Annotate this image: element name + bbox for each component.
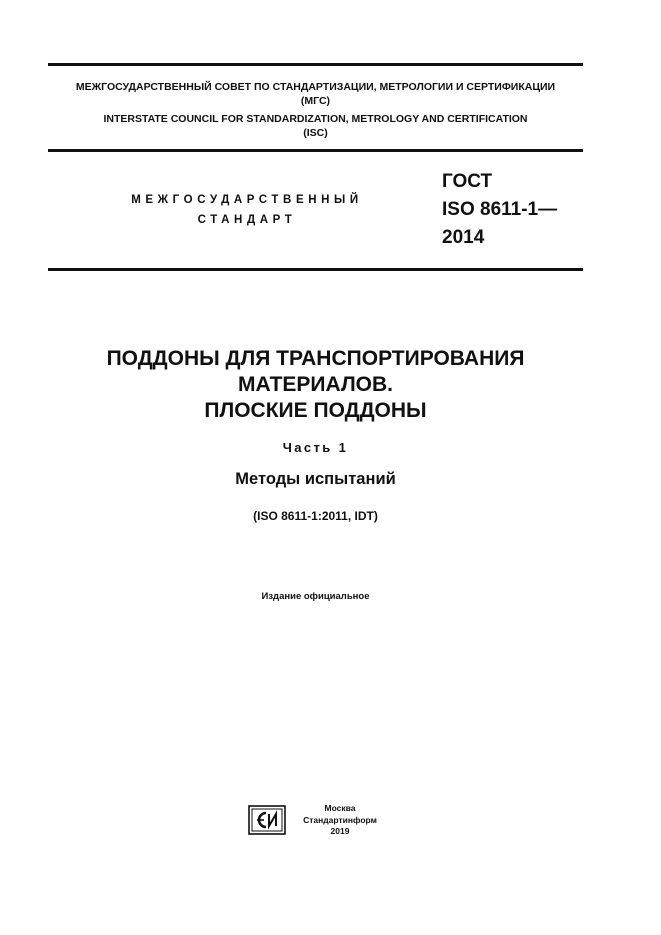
title-line2: МАТЕРИАЛОВ. xyxy=(237,373,394,396)
title-line3: ПЛОСКИЕ ПОДДОНЫ xyxy=(204,399,427,422)
standard-kind-line1: МЕЖГОСУДАРСТВЕННЫЙ xyxy=(131,194,363,206)
publisher-year: 2019 xyxy=(330,826,350,836)
top-rule xyxy=(48,63,583,66)
edition-note: Издание официальное xyxy=(261,591,370,602)
council-name-en-line: INTERSTATE COUNCIL FOR STANDARDIZATION, METROLOGY AND CERTIFICATION xyxy=(103,113,528,125)
council-name-en xyxy=(48,112,583,140)
standard-year: 2014 xyxy=(442,227,485,248)
part-label: Часть 1 xyxy=(282,440,349,455)
document-subtitle: Методы испытаний xyxy=(235,470,396,488)
iso-reference: (ISO 8611-1:2011, IDT) xyxy=(253,509,378,523)
title-line1: ПОДДОНЫ ДЛЯ ТРАНСПОРТИРОВАНИЯ xyxy=(106,347,525,370)
document-title xyxy=(48,346,583,424)
standard-number: ISO 8611-1— xyxy=(442,199,558,220)
council-abbr-ru: (МГС) xyxy=(300,95,331,107)
publisher-name: Стандартинформ xyxy=(303,814,377,825)
standard-kind xyxy=(112,190,382,230)
gost-label: ГОСТ xyxy=(442,171,493,192)
standard-designation xyxy=(442,168,557,252)
middle-rule xyxy=(48,149,583,152)
council-abbr-en: (ISC) xyxy=(303,127,328,139)
council-name-ru-line: МЕЖГОСУДАРСТВЕННЫЙ СОВЕТ ПО СТАНДАРТИЗАЦИИ, МЕТРОЛОГИИ И СЕРТИФИКАЦИИ xyxy=(75,81,556,93)
standartinform-logo-icon xyxy=(248,805,286,835)
publisher-city: Москва xyxy=(324,803,356,813)
standard-kind-line2: СТАНДАРТ xyxy=(197,214,297,226)
header-bottom-rule xyxy=(48,268,583,271)
council-name-ru xyxy=(48,80,583,108)
publisher-info xyxy=(292,803,388,838)
